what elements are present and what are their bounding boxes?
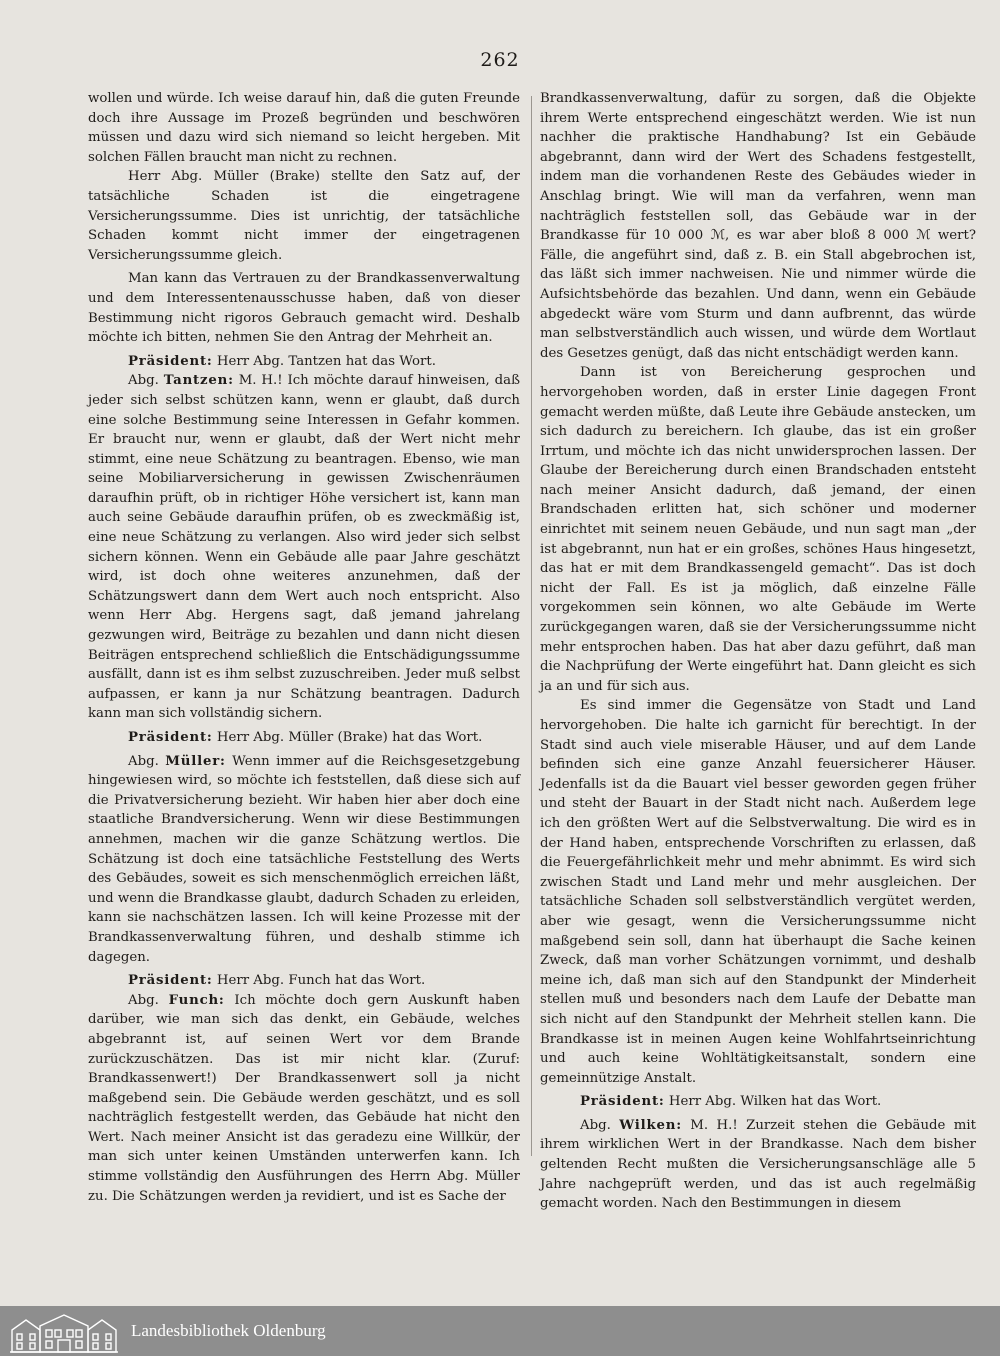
paragraph: Herr Abg. Müller (Brake) stellte den Satz auf, der tatsächliche Schaden ist die eingetragene Versicherungssumme. Dies ist unrichtig, der tatsächliche Schaden kommt nicht immer der eingetragenen Versicherungssumme gleich. [88, 169, 520, 263]
speech-paragraph [88, 752, 520, 968]
speaker-label: Präsident: [580, 1094, 665, 1110]
column-rule [531, 96, 532, 1156]
speech-paragraph [88, 371, 520, 724]
paragraph: Es sind immer die Gegensätze von Stadt und Land hervorgehoben. Die halte ich garnicht für berechtigt. In der Stadt sind auch viele miserable Häuser, und auf dem Lande befinden sich eine ganze Anzahl feuersicherer Häuser. Jedenfalls ist da die Bauart viel besser geworden gegen früher und steht der Bauart in der Stadt nicht nach. Außerdem lege ich den größten Wert auf die Selbstverwaltung. Die wird es in der Hand haben, entsprechende Vorschriften zu erlassen, daß die Feuergefährlichkeit mehr und mehr abnimmt. Es wird sich zwischen Stadt und Land mehr und mehr ausgleichen. Der tatsächliche Schaden soll selbstverständlich vergütet werden, aber wie gesagt, wenn die Versicherungssumme nicht maßgebend sein soll, dann hat überhaupt die Sache keinen Zweck, daß man vorher Schätzungen vornimmt, und deshalb meine ich, daß man sich auf den Standpunkt der Minderheit stellen muß und besonders nach dem Laufe der Debatte man sich nicht auf den Standpunkt der Mehrheit stellen kann. Die Brandkasse ist in meinen Augen keine Wohlfahrtseinrichtung und auch keine Wohltätigkeitsanstalt, sondern eine gemeinnützige Anstalt. [540, 698, 976, 1086]
speaker-label: Präsident: [128, 973, 213, 989]
paragraph: Dann ist von Bereicherung gesprochen und hervorgehoben worden, daß in erster Linie dagegen Front gemacht werden müßte, daß Leute ihre Gebäude anstecken, um sich dadurch zu bereichern. Ich glaube, das ist ein großer Irrtum, und möchte ich das nicht unwidersprochen lassen. Der Glaube der Bereicherung durch einen Brandschaden entsteht nach meiner Ansicht dadurch, daß jemand, der einen Brandschaden erlitten hat, sich schöner und moderner einrichtet mit seinem neuen Gebäude, und nun sagt man „der ist abgebrannt, nun hat er ein großes, schönes Haus hingesetzt, das hat er mit dem Brandkassengeld gemacht“. Das ist doch nicht der Fall. Es ist ja möglich, daß einzelne Fälle vorgekommen sein können, wo alte Gebäude im Werte zurückgegangen waren, daß sie der Versicherungssumme nicht mehr entsprochen haben. Das hat aber dazu geführt, daß man die Nachprüfung der Werte eingeführt hat. Dann gleicht es sich ja an und für sich aus. [540, 365, 976, 694]
abg-prefix: Abg. [580, 1117, 611, 1133]
speaker-label: Funch: [168, 992, 225, 1008]
speaker-label: Tantzen: [163, 373, 234, 389]
page-number: 262 [480, 49, 520, 71]
speaker-text: Herr Abg. Funch hat das Wort. [216, 973, 426, 989]
library-name[interactable]: Landesbibliothek Oldenburg [131, 1321, 326, 1340]
speaker-line [88, 352, 520, 372]
speaker-label: Präsident: [128, 730, 213, 745]
speaker-line [88, 728, 520, 748]
speech-paragraph [88, 991, 520, 1207]
library-building-icon [8, 1312, 120, 1354]
left-column [88, 89, 520, 1206]
speech-text: M. H.! Zurzeit stehen die Gebäude mit ihrem wirklichen Wert in der Brandkasse. Nach dem bisher geltenden Recht mußten die Versicherungsanschläge alle 5 Jahre nachgeprüft werden, und das ist auch regelmäßig gemacht worden. Nach den Bestimmungen in diesem [540, 1117, 976, 1212]
speech-text: Wenn immer auf die Reichsgesetzgebung hingewiesen wird, so möchte ich feststellen, daß diese sich auf die Privatversicherung bezieht. Wir haben hier aber doch eine staatliche Brandversicherung. Wenn wir diese Bestimmungen annehmen, machen wir die ganze Schätzung wertlos. Die Schätzung ist doch eine tatsächliche Feststellung des Werts des Gebäudes, soweit es sich menschenmöglich erreichen läßt, und wenn die Brandkasse glaubt, dadurch Schaden zu erleiden, kann sie nachschätzen lassen. Ich will keine Prozesse mit der Brandkassenverwaltung führen, und deshalb stimme ich dagegen. [88, 753, 520, 965]
speaker-line [540, 1092, 976, 1112]
speaker-label: Müller: [165, 753, 226, 769]
speech-text: M. H.! Ich möchte darauf hinweisen, daß jeder sich selbst schützen kann, wenn er glaubt, daß durch eine solche Bestimmung seine Interessen in Gefahr kommen. Er braucht nur, wenn er glaubt, daß der Wert nicht mehr stimmt, eine neue Schätzung zu beantragen. Ebenso, wie man seine Mobiliarversicherung in gewissen Zwischenräumen daraufhin prüft, ob in richtiger Höhe versichert ist, kann man auch seine Gebäude daraufhin prüfen, ob es zweckmäßig ist, eine neue Schätzung zu verlangen. Also wird jeder sich selbst sichern können. Wenn ein Gebäude alle paar Jahre geschätzt wird, ist doch ohne weiteres anzunehmen, daß der Schätzungswert dann dem Wert auch noch entspricht. Also wenn Herr Abg. Hergens sagt, daß jemand jahrelang gezwungen wird, Beiträge zu bezahlen und dann nicht diesen Beiträgen entsprechend schließlich die Entschädigungssumme ausfällt, dann ist es ihm selbst zuzuschreiben. Jeder muß selbst aufpassen, er kann ja nur Schätzung beantragen. Dadurch kann man sich vollständig sichern. [88, 373, 520, 722]
speaker-line [88, 971, 520, 991]
right-column [540, 89, 976, 1214]
speech-text: Ich möchte doch gern Auskunft haben darüber, wie man sich das denkt, ein Gebäude, welches abgebrannt ist, auf seinen Wert vor dem Brande zurückzuschätzen. Das ist mir nicht klar. (Zuruf: Brandkassenwert!) Der Brandkassenwert soll ja nicht maßgebend sein. Die Gebäude werden geschätzt, und es soll nachträglich festgestellt werden, das Gebäude hat nicht den Wert. Nach meiner Ansicht ist das geradezu eine Willkür, der man sich unter keinen Umständen unterwerfen kann. Ich stimme vollständig den Ausführungen des Herrn Abg. Müller zu. Die Schätzungen werden ja revidiert, und ist es Sache der [88, 992, 520, 1204]
abg-prefix: Abg. [128, 992, 159, 1008]
paragraph: wollen und würde. Ich weise darauf hin, daß die guten Freunde doch ihre Aussage im Prozeß begründen und beschwören müssen und dazu wird sich niemand so leicht hergeben. Mit solchen Fällen braucht man nicht zu rechnen. [88, 91, 520, 165]
speaker-label: Wilken: [619, 1117, 682, 1133]
speech-paragraph [540, 1116, 976, 1214]
paragraph: Brandkassenverwaltung, dafür zu sorgen, daß die Objekte ihrem Werte entsprechend eingeschätzt werden. Wie ist nun nachher die praktische Handhabung? Ist ein Gebäude abgebrannt, dann wird der Wert des Schadens festgestellt, indem man die vorhandenen Reste des Gebäudes wieder in Anschlag bringt. Wie will man da verfahren, wenn man nachträglich feststellen soll, das Gebäude war in der Brandkasse für 10 000 ℳ, es war aber bloß 8 000 ℳ wert? Fälle, die angeführt sind, daß z. B. ein Stall abgebrochen ist, das läßt sich immer nachweisen. Nie und nimmer würde die Aufsichtsbehörde das bezahlen. Und dann, wenn ein Gebäude abgedeckt wäre vom Sturm und dann aufbrennt, das würde man selbstverständlich auch wissen, und würde dem Wortlaut des Gesetzes genügt, daß das nicht entschädigt werden kann. [540, 91, 976, 361]
footer-bar [0, 1306, 1000, 1356]
abg-prefix: Abg. [128, 753, 159, 769]
speaker-text: Herr Abg. Müller (Brake) hat das Wort. [216, 730, 483, 745]
speaker-text: Herr Abg. Tantzen hat das Wort. [216, 353, 436, 369]
abg-prefix: Abg. [128, 373, 159, 389]
speaker-label: Präsident: [128, 353, 213, 369]
paragraph: Man kann das Vertrauen zu der Brandkassenverwaltung und dem Interessentenausschusse haben, daß von dieser Bestimmung nicht rigoros Gebrauch gemacht wird. Deshalb möchte ich bitten, nehmen Sie den Antrag der Mehrheit an. [88, 271, 520, 346]
speaker-text: Herr Abg. Wilken hat das Wort. [668, 1094, 882, 1110]
